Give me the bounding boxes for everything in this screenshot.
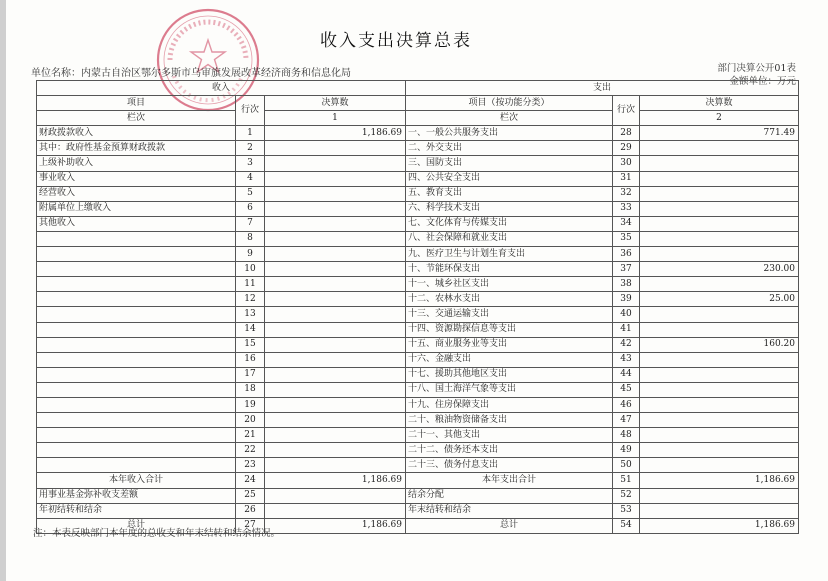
income-amount-cell [265,201,406,216]
income-row-number: 25 [236,488,265,503]
expense-amount-cell [640,216,799,231]
column-header-row [37,96,799,111]
expense-item-cell: 八、社会保障和就业支出 [406,231,613,246]
expense-row-number: 30 [613,156,640,171]
table-row [37,156,799,171]
income-row-number: 18 [236,382,265,397]
expense-row-number: 54 [613,518,640,533]
expense-row-number: 32 [613,186,640,201]
income-item-cell: 附属单位上缴收入 [37,201,236,216]
income-row-number: 9 [236,247,265,262]
table-row [37,201,799,216]
income-item-cell: 财政拨款收入 [37,126,236,141]
expense-item-cell: 十九、住房保障支出 [406,397,613,412]
income-amount-cell [265,443,406,458]
income-row-number: 19 [236,397,265,412]
expense-row-number: 34 [613,216,640,231]
expense-item-cell: 二十、粮油物资储备支出 [406,413,613,428]
table-row [37,367,799,382]
table-row [37,337,799,352]
expense-item-cell: 二十一、其他支出 [406,428,613,443]
expense-amount-cell [640,307,799,322]
income-row-number: 10 [236,262,265,277]
income-column-index: 1 [265,111,406,126]
table-row [37,126,799,141]
income-amount-cell [265,337,406,352]
expense-item-cell: 二十二、债务还本支出 [406,443,613,458]
table-row [37,141,799,156]
income-amount-cell [265,367,406,382]
expense-item-cell: 本年支出合计 [406,473,613,488]
income-amount-cell [265,322,406,337]
table-row [37,277,799,292]
expense-amount-cell [640,428,799,443]
expense-amount-cell [640,156,799,171]
expense-amount-cell [640,171,799,186]
expense-row-number: 49 [613,443,640,458]
amount-unit: 金额单位：万元 [729,76,796,87]
income-item-cell [37,277,236,292]
expense-amount-cell: 1,186.69 [640,473,799,488]
expense-item-cell: 二十三、债务付息支出 [406,458,613,473]
income-item-cell [37,307,236,322]
income-amount-cell [265,397,406,412]
footnote: 注：本表反映部门本年度的总收支和年末结转和结余情况。 [33,528,281,539]
page-title: 收入支出决算总表 [320,31,472,51]
income-amount-cell [265,216,406,231]
income-item-cell [37,262,236,277]
expense-amount-cell [640,503,799,518]
table-row [37,307,799,322]
expense-item-cell: 十七、援助其他地区支出 [406,367,613,382]
expense-item-header: 项目（按功能分类） [406,96,613,111]
expense-row-number: 47 [613,413,640,428]
expense-row-number: 51 [613,473,640,488]
income-item-cell [37,352,236,367]
table-row [37,458,799,473]
expense-item-cell: 十一、城乡社区支出 [406,277,613,292]
income-item-cell: 经营收入 [37,186,236,201]
table-row [37,186,799,201]
income-row-number: 16 [236,352,265,367]
income-header: 收入 [37,81,406,96]
table-row [37,488,799,503]
income-amount-cell [265,488,406,503]
scan-edge [0,0,6,581]
table-row [37,503,799,518]
income-item-cell [37,247,236,262]
income-amount-cell: 1,186.69 [265,473,406,488]
income-row-number: 26 [236,503,265,518]
income-item-cell: 其中：政府性基金预算财政拨款 [37,141,236,156]
income-row-number: 24 [236,473,265,488]
expense-item-cell: 十、节能环保支出 [406,262,613,277]
income-row-number: 4 [236,171,265,186]
income-item-cell: 年初结转和结余 [37,503,236,518]
expense-row-number: 39 [613,292,640,307]
income-amount-cell [265,231,406,246]
income-amount-cell [265,428,406,443]
income-row-number: 15 [236,337,265,352]
expense-item-cell: 七、文化体育与传媒支出 [406,216,613,231]
expense-item-cell: 六、科学技术支出 [406,201,613,216]
income-amount-cell [265,262,406,277]
income-row-number: 12 [236,292,265,307]
table-row [37,322,799,337]
income-item-header: 项目 [37,96,236,111]
expense-column-index: 2 [640,111,799,126]
expense-item-cell: 十六、金融支出 [406,352,613,367]
table-row [37,171,799,186]
income-item-cell: 事业收入 [37,171,236,186]
expense-row-number: 52 [613,488,640,503]
income-amount-cell [265,382,406,397]
income-amount-cell: 1,186.69 [265,126,406,141]
expense-item-cell: 五、教育支出 [406,186,613,201]
income-amount-cell [265,156,406,171]
income-item-cell: 上级补助收入 [37,156,236,171]
expense-no-header: 行次 [613,96,640,126]
expense-row-number: 48 [613,428,640,443]
income-row-number: 6 [236,201,265,216]
income-amount-cell [265,458,406,473]
income-no-header: 行次 [236,96,265,126]
income-row-number: 23 [236,458,265,473]
expense-amount-cell [640,186,799,201]
income-row-number: 17 [236,367,265,382]
income-amount-cell [265,292,406,307]
expense-amount-cell [640,458,799,473]
expense-amount-cell [640,488,799,503]
income-expense-table [36,80,799,534]
expense-row-number: 42 [613,337,640,352]
income-row-number: 21 [236,428,265,443]
expense-row-number: 50 [613,458,640,473]
expense-item-cell: 结余分配 [406,488,613,503]
income-item-cell [37,337,236,352]
expense-item-cell: 三、国防支出 [406,156,613,171]
expense-row-number: 45 [613,382,640,397]
table-row [37,231,799,246]
income-item-cell: 其他收入 [37,216,236,231]
income-amount-cell [265,141,406,156]
expense-row-number: 40 [613,307,640,322]
income-row-number: 27 [236,518,265,533]
expense-row-number: 29 [613,141,640,156]
income-row-number: 3 [236,156,265,171]
expense-amount-cell [640,141,799,156]
income-row-number: 2 [236,141,265,156]
expense-amount-cell: 160.20 [640,337,799,352]
table-row [37,443,799,458]
expense-column-label: 栏次 [406,111,613,126]
expense-amount-cell [640,397,799,412]
expense-item-cell: 一、一般公共服务支出 [406,126,613,141]
income-amount-cell [265,413,406,428]
expense-amount-cell [640,231,799,246]
expense-item-cell: 二、外交支出 [406,141,613,156]
expense-amount-cell [640,247,799,262]
expense-item-cell: 十八、国土海洋气象等支出 [406,382,613,397]
income-amount-cell [265,503,406,518]
income-item-cell [37,322,236,337]
income-row-number: 11 [236,277,265,292]
expense-amount-cell [640,382,799,397]
income-row-number: 14 [236,322,265,337]
organization-name: 单位名称：内蒙古自治区鄂尔多斯市乌审旗发展改革经济商务和信息化局 [31,68,351,79]
income-amount-header: 决算数 [265,96,406,111]
expense-amount-cell [640,352,799,367]
income-item-cell [37,367,236,382]
income-column-label: 栏次 [37,111,236,126]
expense-item-cell: 总计 [406,518,613,533]
expense-amount-cell [640,322,799,337]
expense-amount-cell: 1,186.69 [640,518,799,533]
expense-amount-cell [640,367,799,382]
table-row [37,292,799,307]
income-item-cell [37,428,236,443]
column-index-row [37,111,799,126]
table-row [37,262,799,277]
expense-amount-cell [640,443,799,458]
table-row [37,247,799,262]
income-amount-cell [265,352,406,367]
income-amount-cell [265,307,406,322]
expense-row-number: 43 [613,352,640,367]
expense-item-cell: 年末结转和结余 [406,503,613,518]
expense-item-cell: 十二、农林水支出 [406,292,613,307]
expense-row-number: 31 [613,171,640,186]
expense-amount-cell [640,277,799,292]
expense-amount-cell [640,413,799,428]
income-row-number: 20 [236,413,265,428]
income-amount-cell [265,186,406,201]
expense-row-number: 53 [613,503,640,518]
expense-row-number: 38 [613,277,640,292]
table-row [37,216,799,231]
expense-item-cell: 十三、交通运输支出 [406,307,613,322]
income-row-number: 7 [236,216,265,231]
expense-row-number: 44 [613,367,640,382]
expense-amount-cell: 25.00 [640,292,799,307]
table-row [37,428,799,443]
income-amount-cell [265,171,406,186]
income-item-cell [37,382,236,397]
table-row [37,413,799,428]
expense-row-number: 33 [613,201,640,216]
income-item-cell [37,458,236,473]
income-item-cell [37,292,236,307]
expense-row-number: 35 [613,231,640,246]
income-item-cell: 本年收入合计 [37,473,236,488]
section-header-row [37,81,799,96]
expense-amount-cell: 771.49 [640,126,799,141]
income-amount-cell [265,247,406,262]
expense-amount-cell [640,201,799,216]
form-code: 部门决算公开01表 [717,63,796,74]
expense-row-number: 41 [613,322,640,337]
expense-item-cell: 十五、商业服务业等支出 [406,337,613,352]
income-row-number: 13 [236,307,265,322]
income-amount-cell: 1,186.69 [265,518,406,533]
table-row [37,382,799,397]
income-item-cell [37,443,236,458]
expense-amount-cell: 230.00 [640,262,799,277]
expense-row-number: 46 [613,397,640,412]
income-item-cell: 总计 [37,518,236,533]
income-row-number: 5 [236,186,265,201]
table-row [37,473,799,488]
income-row-number: 8 [236,231,265,246]
table-row [37,397,799,412]
expense-row-number: 37 [613,262,640,277]
expense-row-number: 28 [613,126,640,141]
expense-row-number: 36 [613,247,640,262]
expense-header: 支出 [406,81,799,96]
expense-item-cell: 十四、资源勘探信息等支出 [406,322,613,337]
income-item-cell [37,413,236,428]
income-amount-cell [265,277,406,292]
table-row [37,352,799,367]
income-row-number: 1 [236,126,265,141]
income-row-number: 22 [236,443,265,458]
expense-item-cell: 四、公共安全支出 [406,171,613,186]
expense-item-cell: 九、医疗卫生与计划生育支出 [406,247,613,262]
expense-amount-header: 决算数 [640,96,799,111]
income-item-cell: 用事业基金弥补收支差额 [37,488,236,503]
income-item-cell [37,397,236,412]
income-item-cell [37,231,236,246]
